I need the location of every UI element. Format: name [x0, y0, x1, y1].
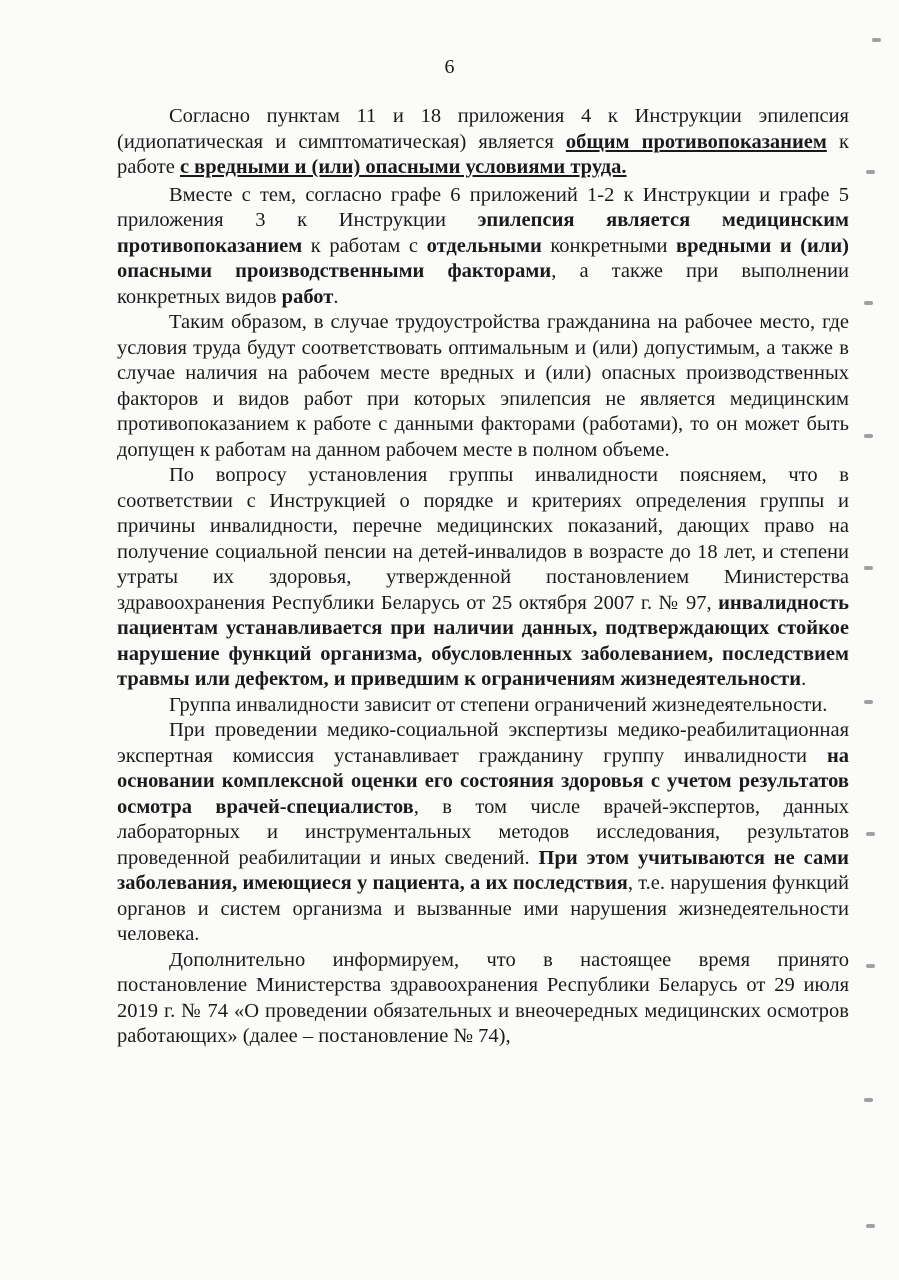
- document-body: [117, 104, 849, 1050]
- bold-text: отдельными: [426, 234, 542, 257]
- text-run: к работе: [117, 130, 849, 178]
- text-run: Группа инвалидности зависит от степени ограничений жизнедеятельности.: [169, 693, 828, 716]
- page-number: 6: [444, 56, 455, 78]
- paragraph: [117, 463, 849, 693]
- scan-speck: [864, 1098, 873, 1102]
- text-run: конкретными: [541, 234, 676, 257]
- text-run: , т.е. нарушения функций органов и систем организма и вызванные ими нарушения жизнедеятельности человека.: [117, 872, 849, 945]
- bold-text: работ: [281, 285, 334, 308]
- text-run: По вопросу установления группы инвалидности поясняем, что в соответствии с Инструкцией о порядке и критериях определения группы и причины инвалидности, перечне медицинских показаний, дающих право на получение социальной пенсии на детей-инвалидов в возрасте до 18 лет, и степени утраты их здоровья, утвержденной постановлением Министерства здравоохранения Республики Беларусь от 25 октября 2007 г. № 97,: [117, 464, 849, 614]
- bold-text: При этом учитываются не сами заболевания, имеющиеся у пациента, а их последствия: [117, 846, 849, 894]
- text-run: , а также при выполнении конкретных видов: [117, 260, 849, 308]
- text-run: .: [801, 668, 807, 690]
- bold-underlined-text: общим противопоказанием: [565, 130, 827, 153]
- text-run: Дополнительно информируем, что в настоящее время принято постановление Министерства здравоохранения Республики Беларусь от 29 июля 2019 г. № 74 «О проведении обязательных и внеочередных медицинских осмотров работающих» (далее – постановление № 74),: [117, 948, 849, 1047]
- scan-speck: [864, 700, 873, 704]
- paragraph: [117, 104, 849, 181]
- text-run: .: [333, 285, 339, 308]
- bold-text: эпилепсия является медицинским противопоказанием: [117, 209, 849, 257]
- scan-speck: [864, 301, 873, 305]
- paragraph: [117, 948, 849, 1050]
- bold-text: инвалидность пациентам устанавливается при наличии данных, подтверждающих стойкое нарушение функций организма, обусловленных заболеванием, последствием травмы или дефектом, и приведшим к ограничениям жизнедеятельности: [117, 591, 849, 690]
- paragraph: [117, 693, 849, 719]
- scan-speck: [872, 38, 881, 42]
- text-run: к работам с: [302, 234, 427, 257]
- bold-underlined-text: с вредными и (или) опасными условиями труда.: [179, 156, 627, 178]
- text-run: Таким образом, в случае трудоустройства гражданина на рабочее место, где условия труда будут соответствовать оптимальным и (или) допустимым, а также в случае наличия на рабочем месте вредных и (или) опасных производственных факторов и видов работ при которых эпилепсия не является медицинским противопоказанием к работе с данными факторами (работами), то он может быть допущен к работам на данном рабочем месте в полном объеме.: [117, 311, 849, 461]
- paragraph: [117, 718, 849, 948]
- scan-speck: [866, 832, 875, 836]
- scan-speck: [866, 1224, 875, 1228]
- paragraph: [117, 183, 849, 311]
- scan-speck: [866, 170, 875, 174]
- scan-speck: [866, 964, 875, 968]
- bold-text: вредными и (или) опасными производственными факторами: [117, 234, 849, 282]
- scan-speck: [864, 434, 873, 438]
- scan-speck: [864, 566, 873, 570]
- text-run: Согласно пунктам 11 и 18 приложения 4 к Инструкции эпилепсия (идиопатическая и симптоматическая) является: [117, 105, 849, 153]
- text-run: , в том числе врачей-экспертов, данных лабораторных и инструментальных методов исследования, результатов проведенной реабилитации и иных сведений.: [117, 795, 849, 869]
- paragraph: [117, 310, 849, 463]
- text-run: Вместе с тем, согласно графе 6 приложений 1-2 к Инструкции и графе 5 приложения 3 к Инструкции: [117, 183, 849, 231]
- text-run: При проведении медико-социальной экспертизы медико-реабилитационная экспертная комиссия устанавливает гражданину группу инвалидности: [117, 719, 849, 767]
- bold-text: на основании комплексной оценки его состояния здоровья с учетом результатов осмотра врачей-специалистов: [117, 744, 849, 818]
